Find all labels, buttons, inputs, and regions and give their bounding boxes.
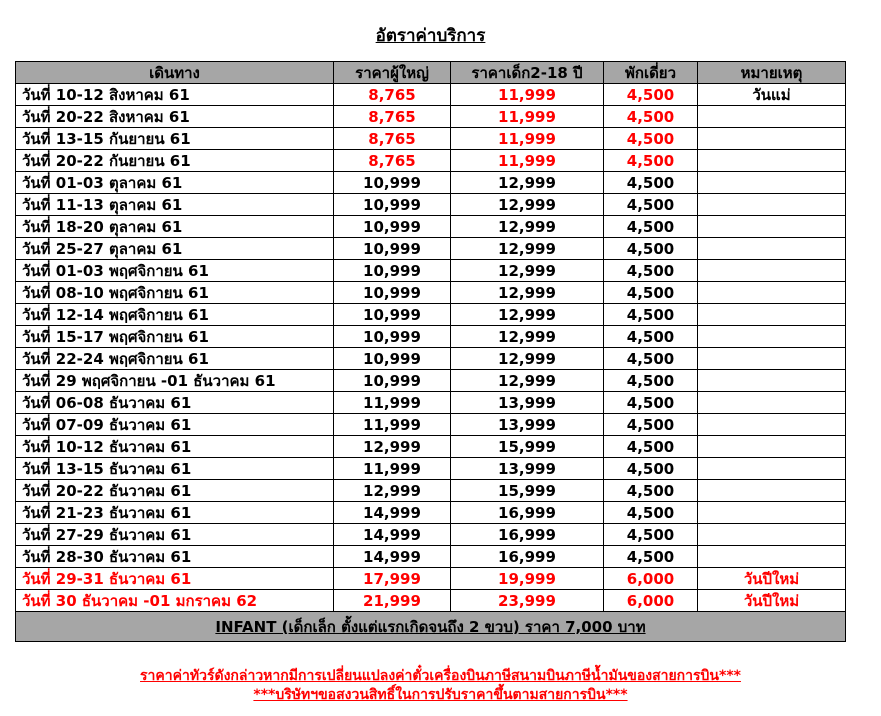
remark-cell <box>698 326 846 348</box>
table-row <box>16 238 846 260</box>
remark-cell: วันปีใหม่ <box>698 590 846 612</box>
single-supplement-cell: 4,500 <box>604 326 698 348</box>
table-header-row <box>16 62 846 84</box>
remark-cell <box>698 348 846 370</box>
child-price-cell: 11,999 <box>451 128 604 150</box>
adult-price-cell: 10,999 <box>334 282 451 304</box>
remark-cell <box>698 304 846 326</box>
single-supplement-cell: 4,500 <box>604 128 698 150</box>
adult-price-cell: 11,999 <box>334 458 451 480</box>
adult-price-cell: 11,999 <box>334 414 451 436</box>
route-cell: วันที่ 27-29 ธันวาคม 61 <box>16 524 334 546</box>
adult-price-cell: 12,999 <box>334 480 451 502</box>
single-supplement-cell: 4,500 <box>604 480 698 502</box>
adult-price-cell: 10,999 <box>334 238 451 260</box>
remark-cell <box>698 128 846 150</box>
table-row <box>16 480 846 502</box>
adult-price-cell: 10,999 <box>334 216 451 238</box>
adult-price-cell: 10,999 <box>334 194 451 216</box>
adult-price-cell: 10,999 <box>334 172 451 194</box>
single-supplement-cell: 4,500 <box>604 436 698 458</box>
route-cell: วันที่ 20-22 สิงหาคม 61 <box>16 106 334 128</box>
table-body <box>16 84 846 612</box>
remark-cell <box>698 546 846 568</box>
remark-cell <box>698 172 846 194</box>
table-row <box>16 370 846 392</box>
header-route: เดินทาง <box>16 62 334 84</box>
adult-price-cell: 8,765 <box>334 106 451 128</box>
single-supplement-cell: 4,500 <box>604 546 698 568</box>
remark-cell <box>698 260 846 282</box>
single-supplement-cell: 4,500 <box>604 414 698 436</box>
child-price-cell: 12,999 <box>451 326 604 348</box>
page-title: อัตราค่าบริการ <box>375 26 486 46</box>
table-row <box>16 502 846 524</box>
adult-price-cell: 14,999 <box>334 524 451 546</box>
child-price-cell: 16,999 <box>451 546 604 568</box>
remark-cell <box>698 392 846 414</box>
remark-cell <box>698 524 846 546</box>
single-supplement-cell: 4,500 <box>604 502 698 524</box>
adult-price-cell: 10,999 <box>334 260 451 282</box>
table-row <box>16 590 846 612</box>
route-cell: วันที่ 22-24 พฤศจิกายน 61 <box>16 348 334 370</box>
table-row <box>16 414 846 436</box>
table-row <box>16 524 846 546</box>
table-row <box>16 84 846 106</box>
single-supplement-cell: 4,500 <box>604 172 698 194</box>
table-row <box>16 458 846 480</box>
single-supplement-cell: 4,500 <box>604 370 698 392</box>
route-cell: วันที่ 10-12 ธันวาคม 61 <box>16 436 334 458</box>
single-supplement-cell: 4,500 <box>604 106 698 128</box>
table-row <box>16 216 846 238</box>
single-supplement-cell: 4,500 <box>604 194 698 216</box>
remark-cell <box>698 194 846 216</box>
adult-price-cell: 10,999 <box>334 304 451 326</box>
table-row <box>16 568 846 590</box>
route-cell: วันที่ 20-22 ธันวาคม 61 <box>16 480 334 502</box>
adult-price-cell: 14,999 <box>334 546 451 568</box>
route-cell: วันที่ 30 ธันวาคม -01 มกราคม 62 <box>16 590 334 612</box>
table-row <box>16 106 846 128</box>
remark-cell <box>698 370 846 392</box>
table-row <box>16 150 846 172</box>
child-price-cell: 13,999 <box>451 458 604 480</box>
single-supplement-cell: 6,000 <box>604 590 698 612</box>
route-cell: วันที่ 01-03 พฤศจิกายน 61 <box>16 260 334 282</box>
child-price-cell: 15,999 <box>451 436 604 458</box>
route-cell: วันที่ 29 พฤศจิกายน -01 ธันวาคม 61 <box>16 370 334 392</box>
remark-cell <box>698 150 846 172</box>
header-single-supplement: พักเดี่ยว <box>604 62 698 84</box>
child-price-cell: 12,999 <box>451 348 604 370</box>
child-price-cell: 13,999 <box>451 414 604 436</box>
adult-price-cell: 10,999 <box>334 348 451 370</box>
route-cell: วันที่ 21-23 ธันวาคม 61 <box>16 502 334 524</box>
child-price-cell: 16,999 <box>451 502 604 524</box>
footer-disclaimer <box>0 667 881 705</box>
adult-price-cell: 10,999 <box>334 326 451 348</box>
adult-price-cell: 14,999 <box>334 502 451 524</box>
remark-cell: วันแม่ <box>698 84 846 106</box>
remark-cell <box>698 282 846 304</box>
route-cell: วันที่ 01-03 ตุลาคม 61 <box>16 172 334 194</box>
route-cell: วันที่ 06-08 ธันวาคม 61 <box>16 392 334 414</box>
single-supplement-cell: 4,500 <box>604 216 698 238</box>
table-row <box>16 392 846 414</box>
adult-price-cell: 8,765 <box>334 150 451 172</box>
adult-price-cell: 21,999 <box>334 590 451 612</box>
route-cell: วันที่ 10-12 สิงหาคม 61 <box>16 84 334 106</box>
child-price-cell: 11,999 <box>451 106 604 128</box>
table-row <box>16 282 846 304</box>
disclaimer-line-2: ***บริษัทฯขอสงวนสิทธิ์ในการปรับราคาขึ้นตามสายการบิน*** <box>253 687 628 703</box>
disclaimer-line-1: ราคาค่าทัวร์ดังกล่าวหากมีการเปลี่ยนแปลงค่าตั๋วเครื่องบินภาษีสนามบินภาษีน้ำมันของสายการบิน*** <box>140 668 741 684</box>
adult-price-cell: 17,999 <box>334 568 451 590</box>
single-supplement-cell: 6,000 <box>604 568 698 590</box>
route-cell: วันที่ 15-17 พฤศจิกายน 61 <box>16 326 334 348</box>
route-cell: วันที่ 11-13 ตุลาคม 61 <box>16 194 334 216</box>
single-supplement-cell: 4,500 <box>604 150 698 172</box>
single-supplement-cell: 4,500 <box>604 84 698 106</box>
remark-cell <box>698 238 846 260</box>
table-row <box>16 194 846 216</box>
adult-price-cell: 11,999 <box>334 392 451 414</box>
remark-cell: วันปีใหม่ <box>698 568 846 590</box>
child-price-cell: 12,999 <box>451 370 604 392</box>
remark-cell <box>698 436 846 458</box>
child-price-cell: 11,999 <box>451 150 604 172</box>
single-supplement-cell: 4,500 <box>604 524 698 546</box>
route-cell: วันที่ 13-15 กันยายน 61 <box>16 128 334 150</box>
single-supplement-cell: 4,500 <box>604 304 698 326</box>
child-price-cell: 16,999 <box>451 524 604 546</box>
child-price-cell: 12,999 <box>451 282 604 304</box>
remark-cell <box>698 414 846 436</box>
adult-price-cell: 8,765 <box>334 128 451 150</box>
route-cell: วันที่ 13-15 ธันวาคม 61 <box>16 458 334 480</box>
table-row <box>16 326 846 348</box>
child-price-cell: 12,999 <box>451 172 604 194</box>
child-price-cell: 12,999 <box>451 260 604 282</box>
remark-cell <box>698 458 846 480</box>
single-supplement-cell: 4,500 <box>604 458 698 480</box>
adult-price-cell: 12,999 <box>334 436 451 458</box>
child-price-cell: 12,999 <box>451 304 604 326</box>
table-row <box>16 348 846 370</box>
remark-cell <box>698 502 846 524</box>
rates-table <box>15 61 846 642</box>
single-supplement-cell: 4,500 <box>604 348 698 370</box>
table-row <box>16 304 846 326</box>
child-price-cell: 15,999 <box>451 480 604 502</box>
route-cell: วันที่ 28-30 ธันวาคม 61 <box>16 546 334 568</box>
table-row <box>16 546 846 568</box>
child-price-cell: 11,999 <box>451 84 604 106</box>
header-adult-price: ราคาผู้ใหญ่ <box>334 62 451 84</box>
remark-cell <box>698 216 846 238</box>
route-cell: วันที่ 29-31 ธันวาคม 61 <box>16 568 334 590</box>
route-cell: วันที่ 08-10 พฤศจิกายน 61 <box>16 282 334 304</box>
single-supplement-cell: 4,500 <box>604 392 698 414</box>
infant-row <box>16 612 846 642</box>
remark-cell <box>698 480 846 502</box>
single-supplement-cell: 4,500 <box>604 282 698 304</box>
adult-price-cell: 10,999 <box>334 370 451 392</box>
infant-note: INFANT (เด็กเล็ก ตั้งแต่แรกเกิดจนถึง 2 ขวบ) ราคา 7,000 บาท <box>16 612 846 642</box>
route-cell: วันที่ 07-09 ธันวาคม 61 <box>16 414 334 436</box>
child-price-cell: 12,999 <box>451 216 604 238</box>
child-price-cell: 12,999 <box>451 238 604 260</box>
route-cell: วันที่ 18-20 ตุลาคม 61 <box>16 216 334 238</box>
route-cell: วันที่ 12-14 พฤศจิกายน 61 <box>16 304 334 326</box>
table-row <box>16 172 846 194</box>
table-row <box>16 128 846 150</box>
child-price-cell: 19,999 <box>451 568 604 590</box>
single-supplement-cell: 4,500 <box>604 260 698 282</box>
child-price-cell: 23,999 <box>451 590 604 612</box>
header-remark: หมายเหตุ <box>698 62 846 84</box>
remark-cell <box>698 106 846 128</box>
child-price-cell: 12,999 <box>451 194 604 216</box>
single-supplement-cell: 4,500 <box>604 238 698 260</box>
route-cell: วันที่ 25-27 ตุลาคม 61 <box>16 238 334 260</box>
table-row <box>16 260 846 282</box>
header-child-price: ราคาเด็ก2-18 ปี <box>451 62 604 84</box>
route-cell: วันที่ 20-22 กันยายน 61 <box>16 150 334 172</box>
child-price-cell: 13,999 <box>451 392 604 414</box>
adult-price-cell: 8,765 <box>334 84 451 106</box>
table-row <box>16 436 846 458</box>
